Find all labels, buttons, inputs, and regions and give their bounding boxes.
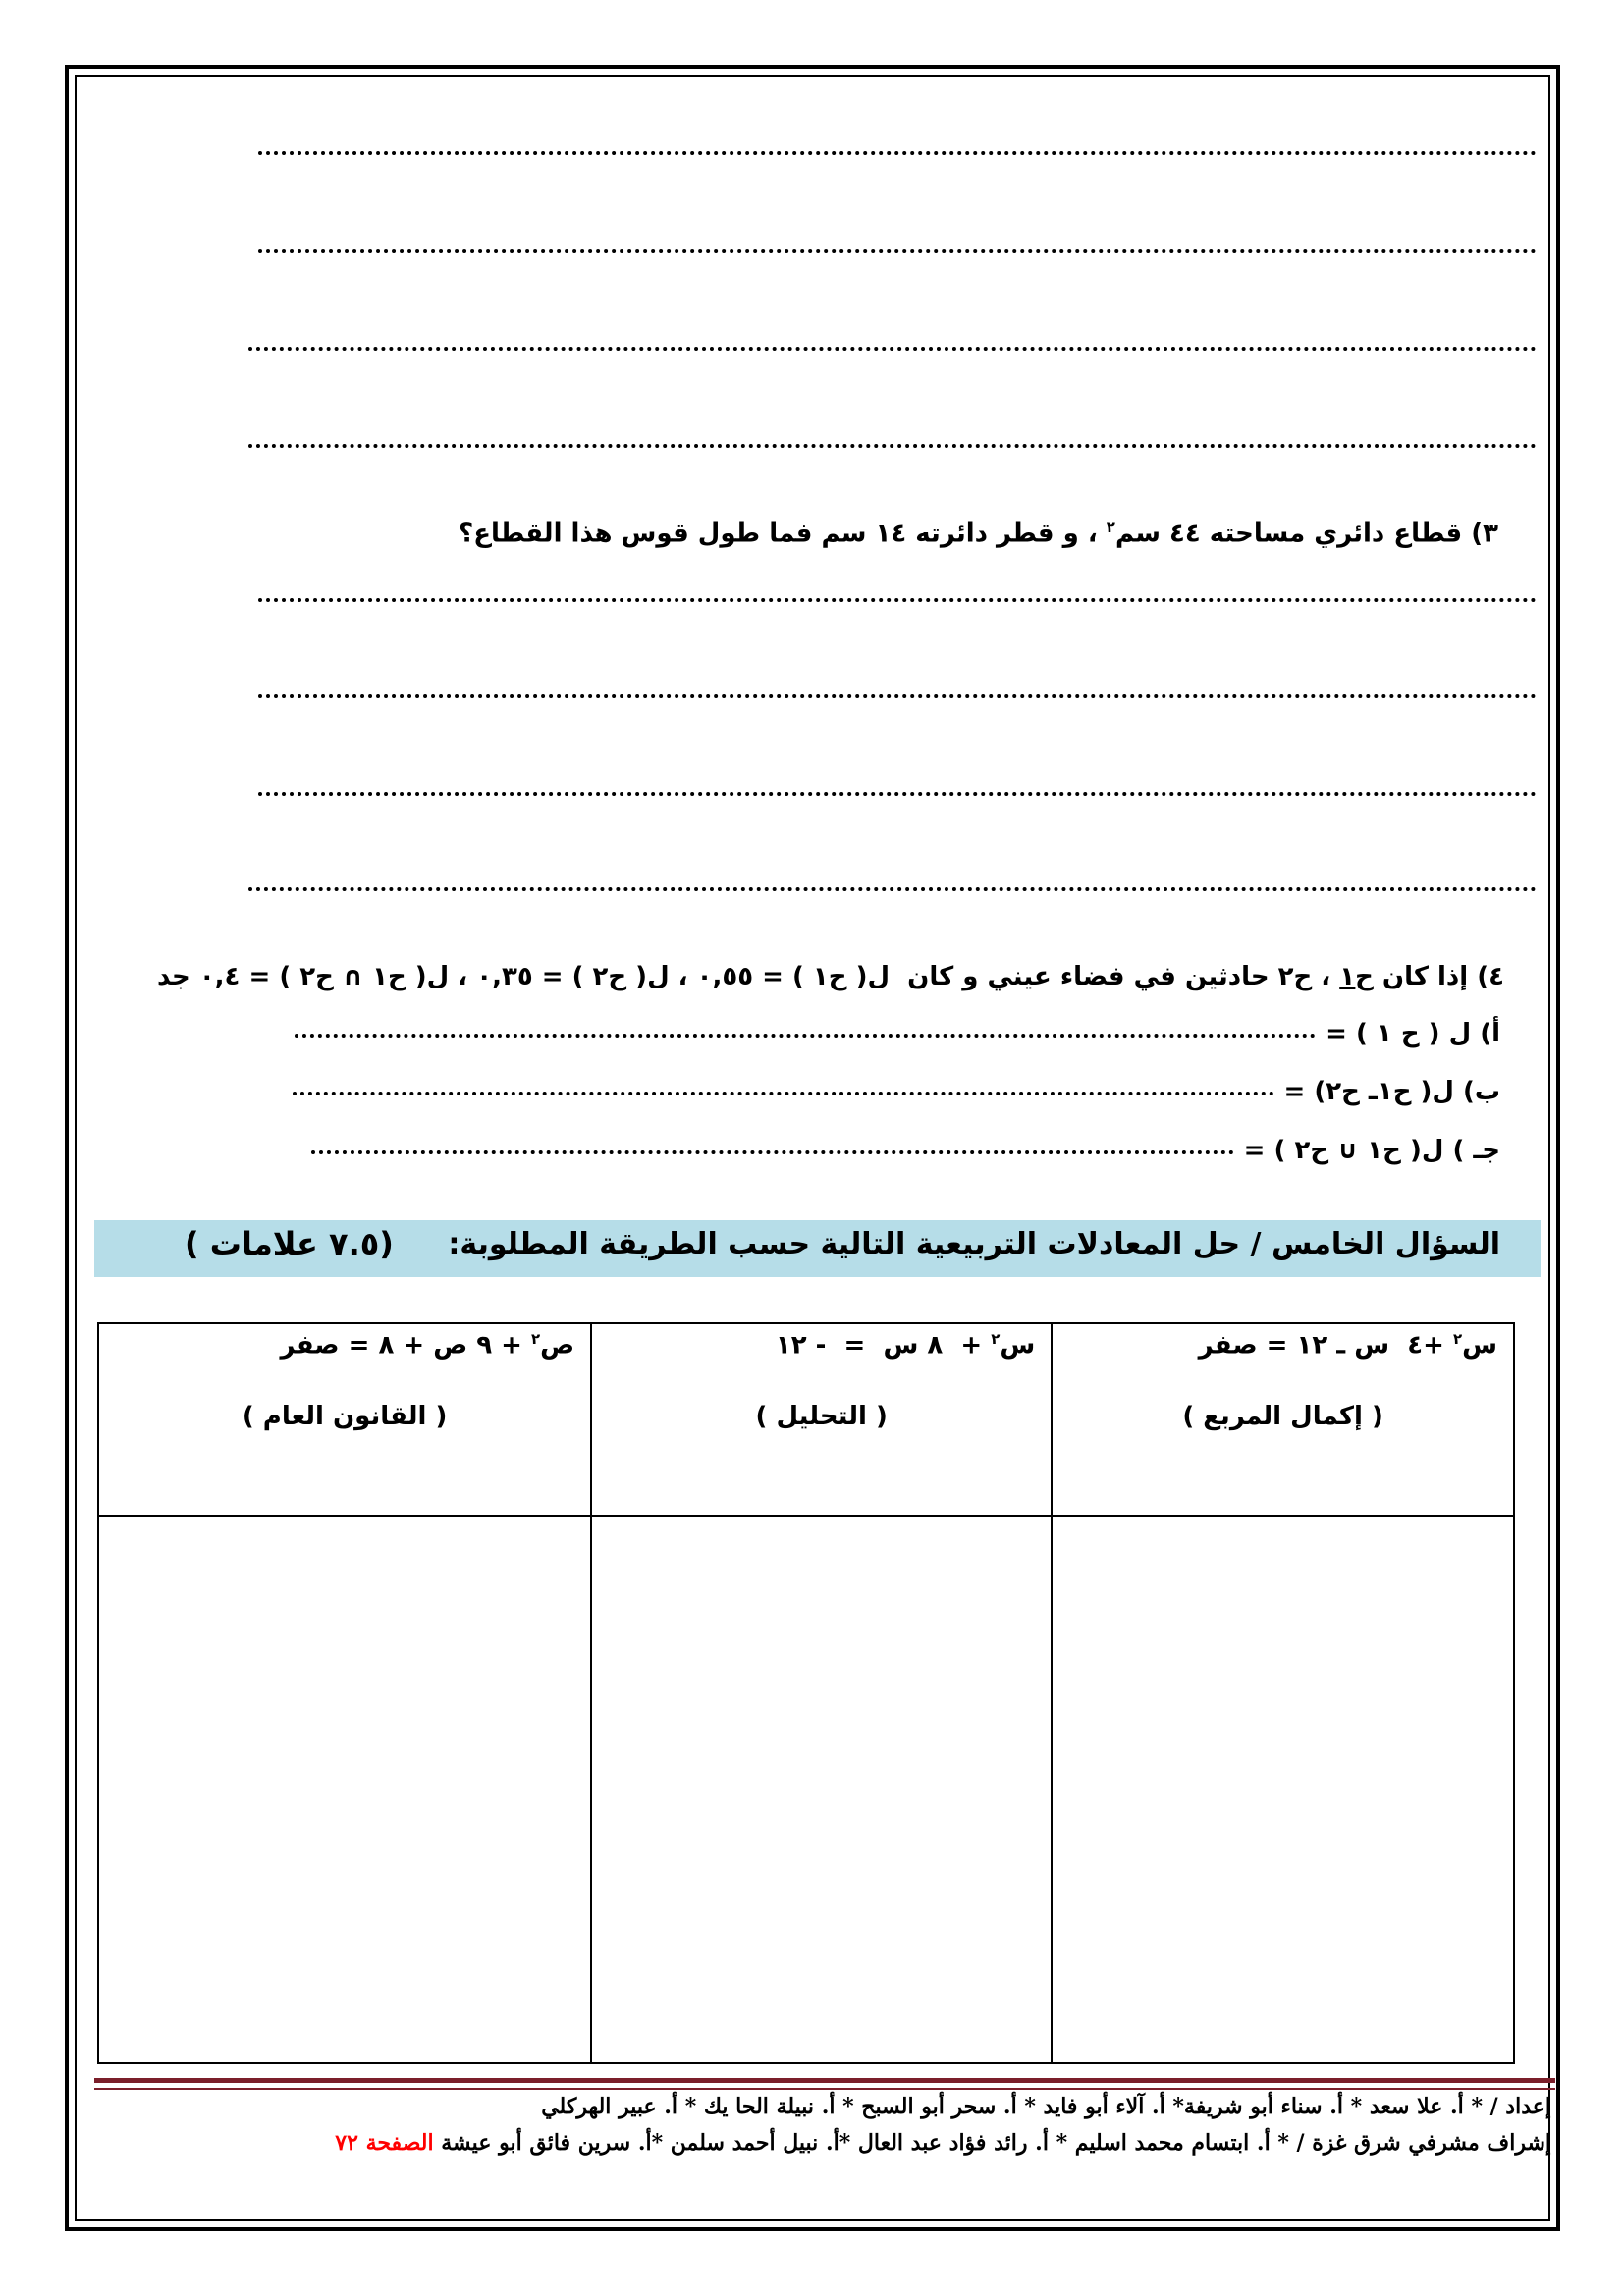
equation-3: ص$^٢$ + ٩ ص + ٨ = صفر [280, 1330, 575, 1361]
equation-2: س$^٢$ + ٨ س = - ١٢ [775, 1330, 1036, 1361]
page-number: الصفحة ٧٢ [335, 2130, 434, 2156]
answer-line [258, 147, 1537, 155]
answer-line [248, 344, 1537, 351]
equations-table [97, 1322, 1515, 2064]
section-5-title: السؤال الخامس / حل المعادلات التربيعية التالية حسب الطريقة المطلوبة: [448, 1227, 1500, 1261]
part-a-answer-line [295, 1030, 1316, 1038]
method-2: ( التحليل ) [755, 1401, 888, 1431]
answer-line [248, 883, 1537, 891]
footer-supervisors: إشراف مشرفي شرق غزة / * أ. ابتسام محمد اسليم * أ. رائد فؤاد عبد العال *أ. نبيل أحمد سلمن *أ. سرين فائق أبو عيشة [441, 2130, 1551, 2156]
question-4-part-a [295, 1017, 1500, 1050]
footer-supervised-by [335, 2130, 1551, 2156]
section-5-marks: (٧.٥ علامات ) [185, 1225, 394, 1262]
table-answer-row [98, 1516, 1514, 2063]
answer-cell-1[interactable] [1052, 1516, 1514, 2063]
answer-line [258, 245, 1537, 253]
part-c-answer-line [311, 1147, 1234, 1154]
footer-divider-thick [94, 2078, 1555, 2083]
answer-line [258, 690, 1537, 698]
question-4-part-b [293, 1075, 1500, 1108]
method-1: ( إكمال المربع ) [1182, 1401, 1383, 1431]
table-column-factoring [591, 1323, 1052, 1516]
answer-line [258, 594, 1537, 602]
part-c-label: جـ ) ل( ح١ ∪ ح٢ ) = [1243, 1136, 1500, 1165]
question-4-part-c [311, 1134, 1500, 1167]
answer-cell-3[interactable] [98, 1516, 591, 2063]
part-b-label: ب) ل( ح١ـ ح٢) = [1283, 1077, 1500, 1106]
equation-1: س$^٢$ +٤ س ـ ١٢ = صفر [1198, 1330, 1497, 1361]
question-3: ٣) قطاع دائري مساحته ٤٤ سم$^٢$ ، و قطر دائرته ١٤ سم فما طول قوس هذا القطاع؟ [459, 518, 1498, 549]
method-3: ( القانون العام ) [242, 1401, 448, 1431]
table-header-row [98, 1323, 1514, 1516]
answer-line [248, 440, 1537, 448]
answer-cell-2[interactable] [591, 1516, 1052, 2063]
part-b-answer-line [293, 1088, 1274, 1095]
question-4: ٤) إذا كان ح١ ، ح٢ حادثين في فضاء عيني و كان ل( ح١ ) = ٠,٥٥ ، ل( ح٢ ) = ٠,٣٥ ، ل( ح١ ∩ ح٢ ) = ٠,٤ جد [157, 962, 1504, 991]
part-a-label: أ) ل ( ح ١ ) = [1326, 1019, 1500, 1048]
table-column-general-formula [98, 1323, 591, 1516]
answer-line [258, 788, 1537, 796]
footer-prepared-by: إعداد / * أ. علا سعد * أ. سناء أبو شريفة* أ. آلاء أبو فايد * أ. سحر أبو السبح * أ. نبيلة الحا يك * أ. عبير الهركلي [541, 2094, 1551, 2119]
table-column-completing-square [1052, 1323, 1514, 1516]
footer-divider-thin [94, 2088, 1555, 2090]
